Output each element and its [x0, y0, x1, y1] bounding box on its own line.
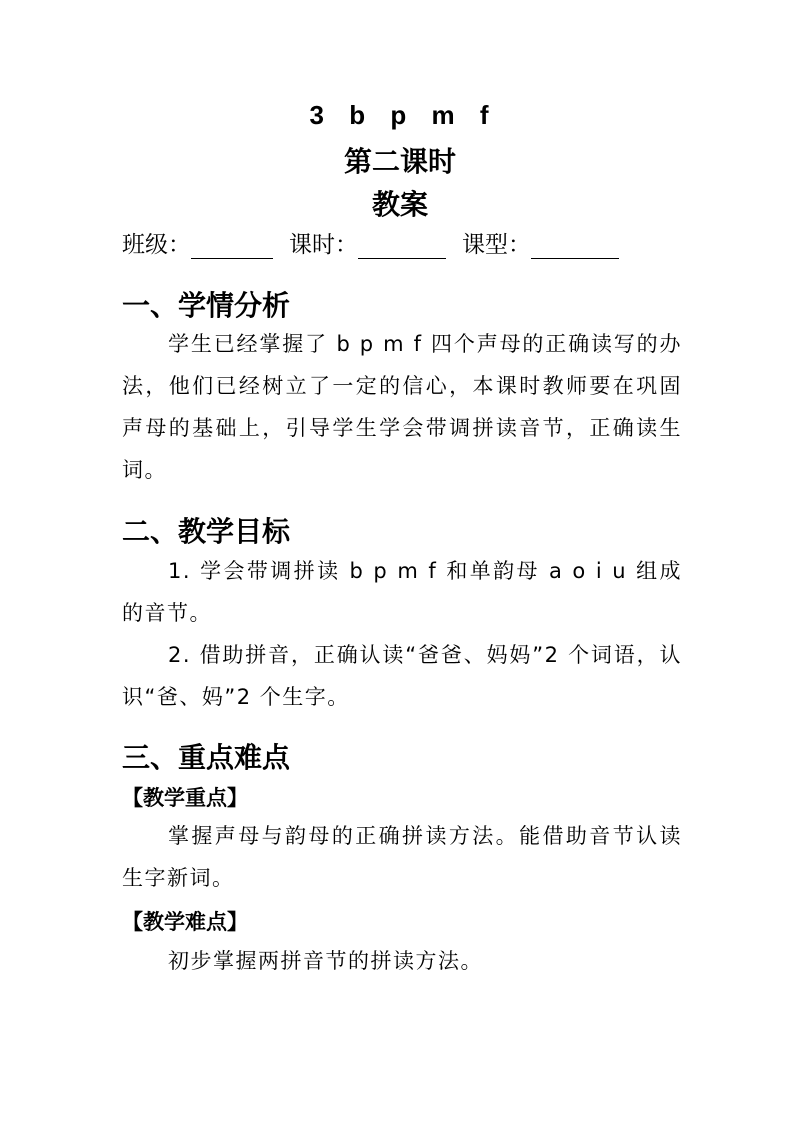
- key-point-label: 【教学重点】: [122, 785, 248, 810]
- objective-item-2: 2. 借助拼音，正确认读“爸爸、妈妈”2 个词语，认识“爸、妈”2 个生字。: [122, 643, 682, 709]
- section-heading-focus: 三、重点难点: [122, 741, 291, 774]
- pinyin-letter: f: [479, 100, 491, 130]
- lesson-period: 第二课时: [343, 145, 456, 178]
- lesson-number: 3: [309, 100, 326, 130]
- class-blank[interactable]: [191, 232, 273, 259]
- section-heading-analysis: 一、学情分析: [122, 289, 291, 322]
- hours-label: 课时：: [289, 232, 358, 258]
- difficulty-label: 【教学难点】: [122, 909, 248, 934]
- type-label: 课型：: [462, 232, 531, 258]
- objective-item-1: 1. 学会带调拼读 b p m f 和单韵母 a o i u 组成的音节。: [122, 559, 682, 625]
- class-label: 班级：: [122, 232, 191, 258]
- pinyin-letter: m: [431, 100, 457, 130]
- hours-blank[interactable]: [358, 232, 446, 259]
- analysis-paragraph: 学生已经掌握了 b p m f 四个声母的正确读写的办法，他们已经树立了一定的信心，本课时教师要在巩固声母的基础上，引导学生学会带调拼读音节，正确读生词。: [122, 332, 682, 482]
- pinyin-letter: p: [390, 100, 409, 130]
- difficulty-text: 初步掌握两拼音节的拼读方法。: [168, 949, 483, 973]
- pinyin-letter: b: [349, 100, 368, 130]
- doc-type: 教案: [371, 188, 428, 221]
- lesson-title: [0, 100, 800, 131]
- key-point-text: 掌握声母与韵母的正确拼读方法。能借助音节认读生字新词。: [122, 824, 682, 890]
- meta-line: [122, 226, 682, 259]
- type-blank[interactable]: [531, 232, 619, 259]
- section-heading-objectives: 二、教学目标: [122, 515, 291, 548]
